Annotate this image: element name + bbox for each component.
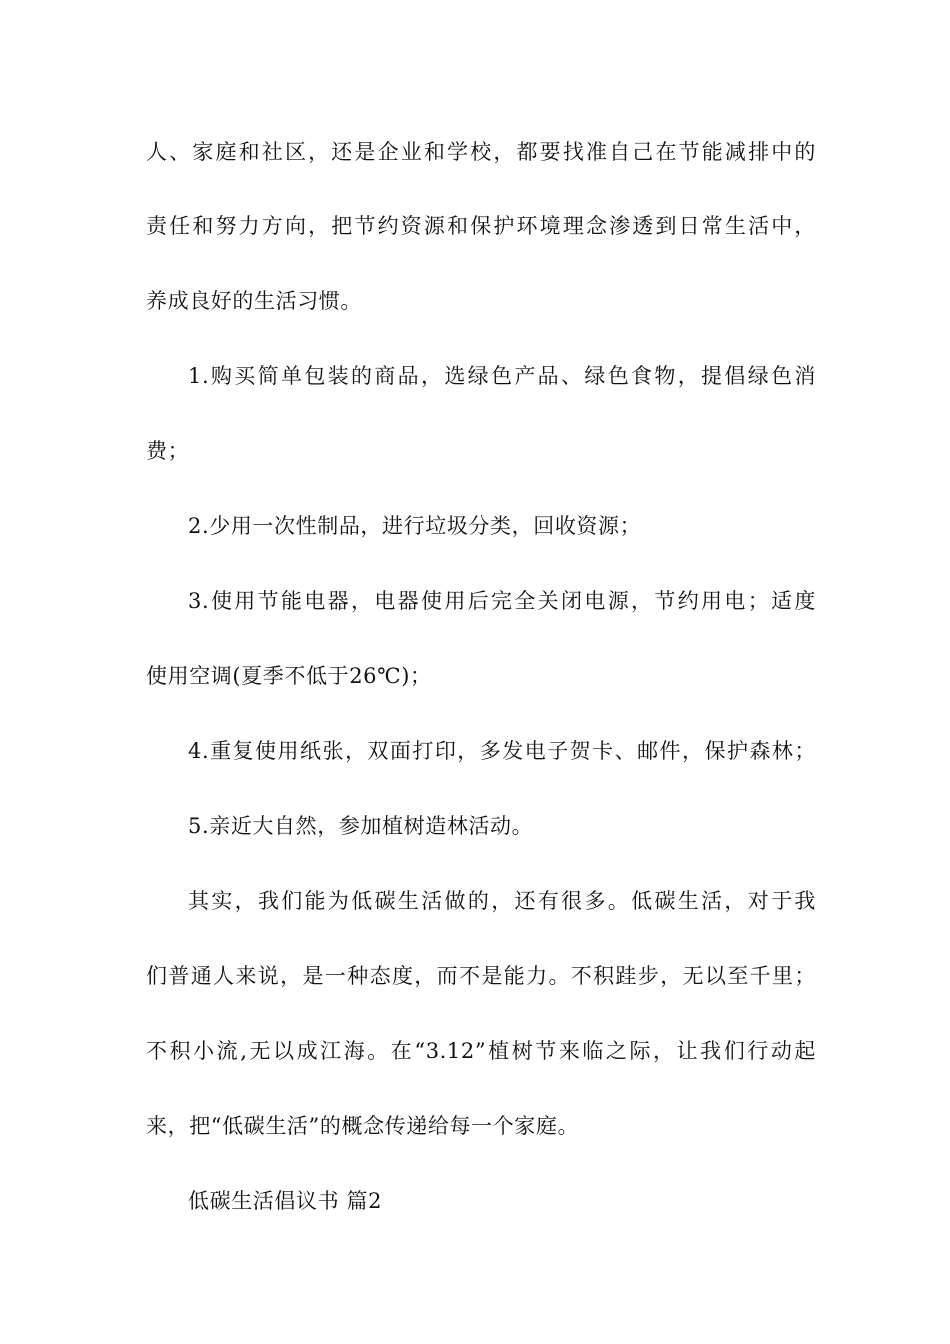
text-line: 们普通人来说，是一种态度，而不是能力。不积跬步，无以至千里； — [146, 964, 816, 988]
list-item-line: 5.亲近大自然，参加植树造林活动。 — [188, 814, 534, 838]
list-item-line: 2.少用一次性制品，进行垃圾分类，回收资源； — [188, 514, 642, 538]
list-item-line: 1.购买简单包装的商品，选绿色产品、绿色食物，提倡绿色消 — [188, 364, 816, 388]
text-line: 其实，我们能为低碳生活做的，还有很多。低碳生活，对于我 — [188, 889, 816, 913]
text-line: 人、家庭和社区，还是企业和学校，都要找准自己在节能减排中的 — [146, 140, 816, 164]
list-item-line: 使用空调(夏季不低于26℃)； — [146, 664, 432, 688]
text-line: 不积小流,无以成江海。在“3.12”植树节来临之际，让我们行动起 — [146, 1039, 816, 1063]
text-line: 养成良好的生活习惯。 — [146, 289, 362, 313]
list-item-line: 费； — [146, 439, 190, 463]
section-heading: 低碳生活倡议书 篇2 — [188, 1189, 383, 1213]
list-item-line: 3.使用节能电器，电器使用后完全关闭电源，节约用电；适度 — [188, 589, 816, 613]
text-line: 来，把“低碳生活”的概念传递给每一个家庭。 — [146, 1114, 580, 1138]
list-item-line: 4.重复使用纸张，双面打印，多发电子贺卡、邮件，保护森林； — [188, 739, 816, 763]
text-line: 责任和努力方向，把节约资源和保护环境理念渗透到日常生活中， — [146, 214, 816, 238]
